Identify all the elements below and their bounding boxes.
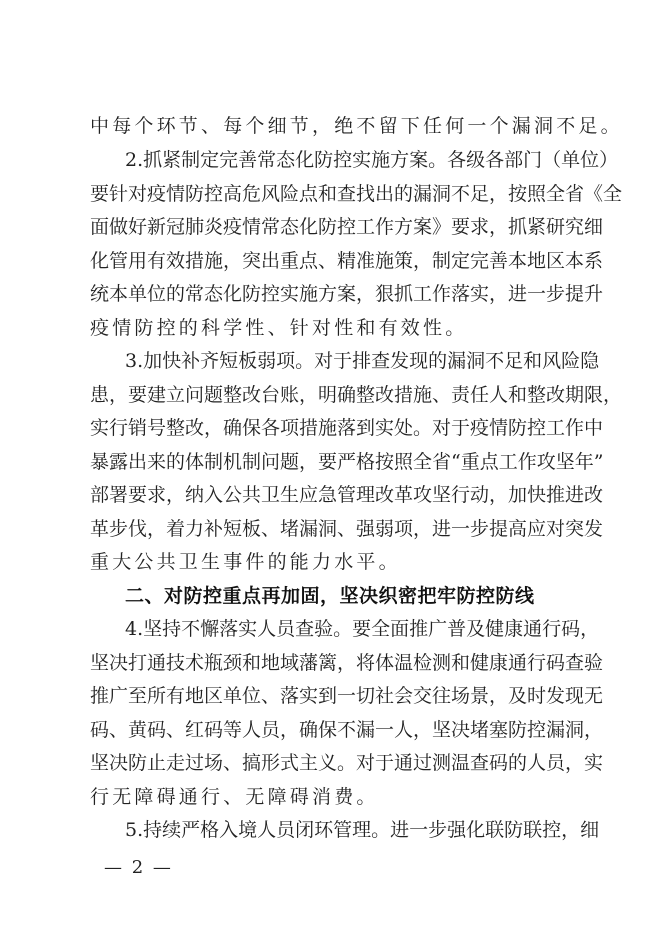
paragraph-line: 化管用有效措施，突出重点、精准施策，制定完善本地区本系 bbox=[90, 250, 604, 272]
paragraph-line: 行无障碍通行、无障碍消费。 bbox=[90, 786, 379, 808]
paragraph-line: 码、黄码、红码等人员，确保不漏一人，坚决堵塞防控漏洞， bbox=[90, 719, 604, 741]
paragraph-line: 疫情防控的科学性、针对性和有效性。 bbox=[90, 317, 468, 339]
paragraph-line: 暴露出来的体制机制问题，要严格按照全省“重点工作攻坚年” bbox=[90, 451, 604, 473]
paragraph-line: 面做好新冠肺炎疫情常态化防控工作方案》要求，抓紧研究细 bbox=[90, 216, 604, 238]
paragraph-line: 实行销号整改，确保各项措施落到实处。对于疫情防控工作中 bbox=[90, 417, 604, 439]
paragraph-line: 统本单位的常态化防控实施方案，狠抓工作落实，进一步提升 bbox=[90, 283, 604, 305]
paragraph-line: 5.持续严格入境人员闭环管理。进一步强化联防联控，细 bbox=[125, 819, 600, 841]
paragraph-line: 要针对疫情防控高危风险点和查找出的漏洞不足，按照全省《全 bbox=[90, 183, 623, 205]
paragraph-line: 推广至所有地区单位、落实到一切社会交往场景，及时发现无 bbox=[90, 685, 604, 707]
paragraph-line: 革步伐，着力补短板、堵漏洞、强弱项，进一步提高应对突发 bbox=[90, 518, 604, 540]
section-heading: 二、对防控重点再加固，坚决织密把牢防控防线 bbox=[125, 585, 535, 607]
paragraph-line: 2.抓紧制定完善常态化防控实施方案。各级各部门（单位） bbox=[125, 149, 619, 171]
paragraph-line: 3.加快补齐短板弱项。对于排查发现的漏洞不足和风险隐 bbox=[125, 350, 600, 372]
paragraph-line: 坚决防止走过场、搞形式主义。对于通过测温查码的人员，实 bbox=[90, 752, 604, 774]
page-number: — 2 — bbox=[104, 857, 173, 878]
paragraph-line: 中每个环节、每个细节，绝不留下任何一个漏洞不足。 bbox=[90, 115, 623, 137]
paragraph-line: 重大公共卫生事件的能力水平。 bbox=[90, 551, 401, 573]
paragraph-line: 坚决打通技术瓶颈和地域藩篱，将体温检测和健康通行码查验 bbox=[90, 652, 604, 674]
paragraph-line: 4.坚持不懈落实人员查验。要全面推广普及健康通行码， bbox=[125, 618, 600, 640]
paragraph-line: 患，要建立问题整改台账，明确整改措施、责任人和整改期限， bbox=[90, 384, 623, 406]
paragraph-line: 部署要求，纳入公共卫生应急管理改革攻坚行动，加快推进改 bbox=[90, 484, 604, 506]
